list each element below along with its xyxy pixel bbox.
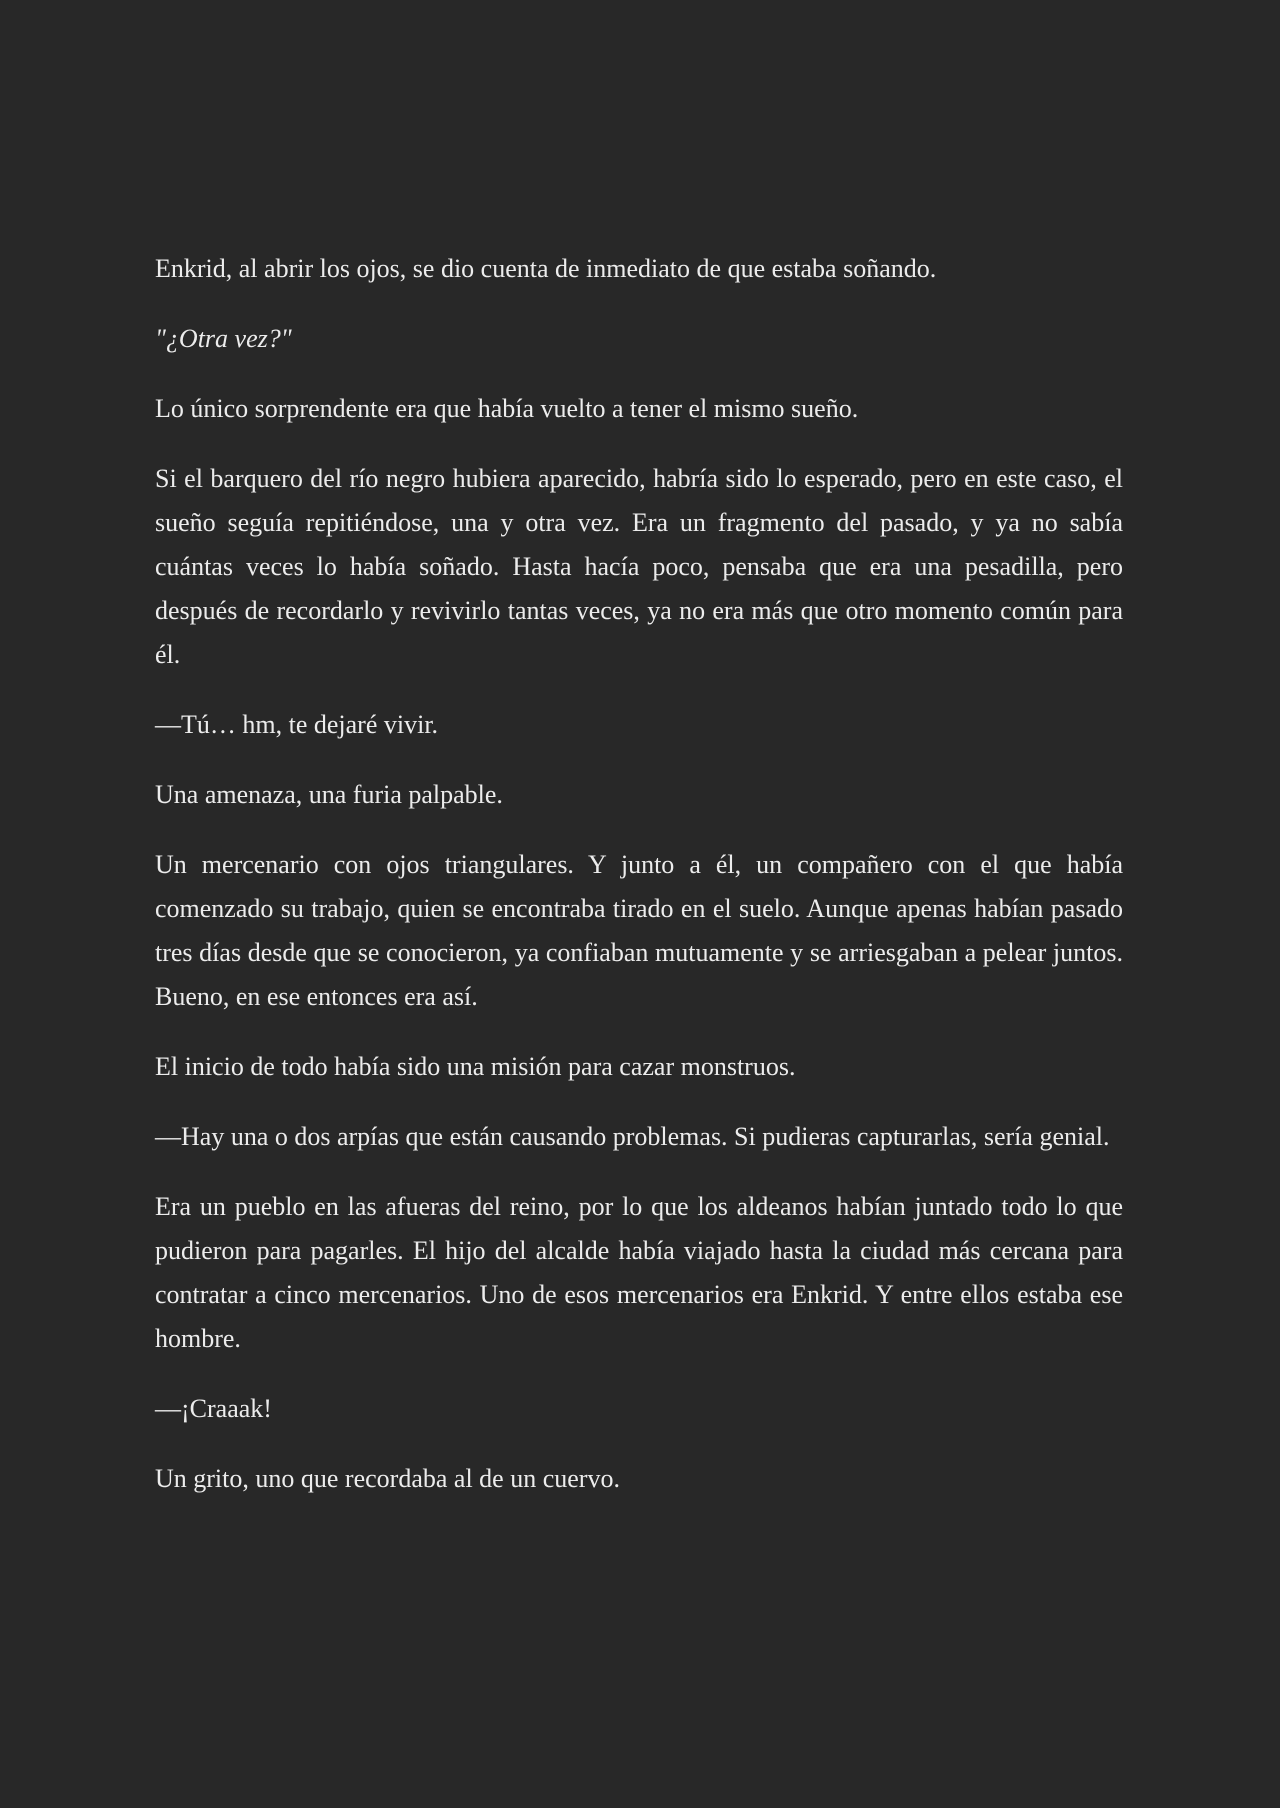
paragraph-thought: "¿Otra vez?" [155,324,292,353]
paragraph: Si el barquero del río negro hubiera aparecido, habría sido lo esperado, pero en este caso, el sueño seguía repitiéndose, una y otra vez. Era un fragmento del pasado, y ya no sabía cuántas veces lo había soñado. Hasta hacía poco, pensaba que era una pesadilla, pero después de recordarlo y revivirlo tantas veces, ya no era más que otro momento común para él. [155,464,1123,669]
paragraph: Una amenaza, una furia palpable. [155,780,503,809]
paragraph: Un mercenario con ojos triangulares. Y junto a él, un compañero con el que había comenzado su trabajo, quien se encontraba tirado en el suelo. Aunque apenas habían pasado tres días desde que se conocieron, ya confiaban mutuamente y se arriesgaban a pelear juntos. Bueno, en ese entonces era así. [155,850,1123,1011]
paragraph: Era un pueblo en las afueras del reino, por lo que los aldeanos habían juntado todo lo que pudieron para pagarles. El hijo del alcalde había viajado hasta la ciudad más cercana para contratar a cinco mercenarios. Uno de esos mercenarios era Enkrid. Y entre ellos estaba ese hombre. [155,1192,1123,1353]
paragraph-dialogue: —¡Craaak! [155,1394,272,1423]
paragraph: Un grito, uno que recordaba al de un cuervo. [155,1464,620,1493]
paragraph: Enkrid, al abrir los ojos, se dio cuenta de inmediato de que estaba soñando. [155,254,937,283]
paragraph: Lo único sorprendente era que había vuelto a tener el mismo sueño. [155,394,859,423]
paragraph-dialogue: —Hay una o dos arpías que están causando problemas. Si pudieras capturarlas, sería genial. [155,1122,1110,1151]
paragraph: El inicio de todo había sido una misión para cazar monstruos. [155,1052,796,1081]
chapter-text [155,247,1123,1527]
paragraph-dialogue: —Tú… hm, te dejaré vivir. [155,710,439,739]
